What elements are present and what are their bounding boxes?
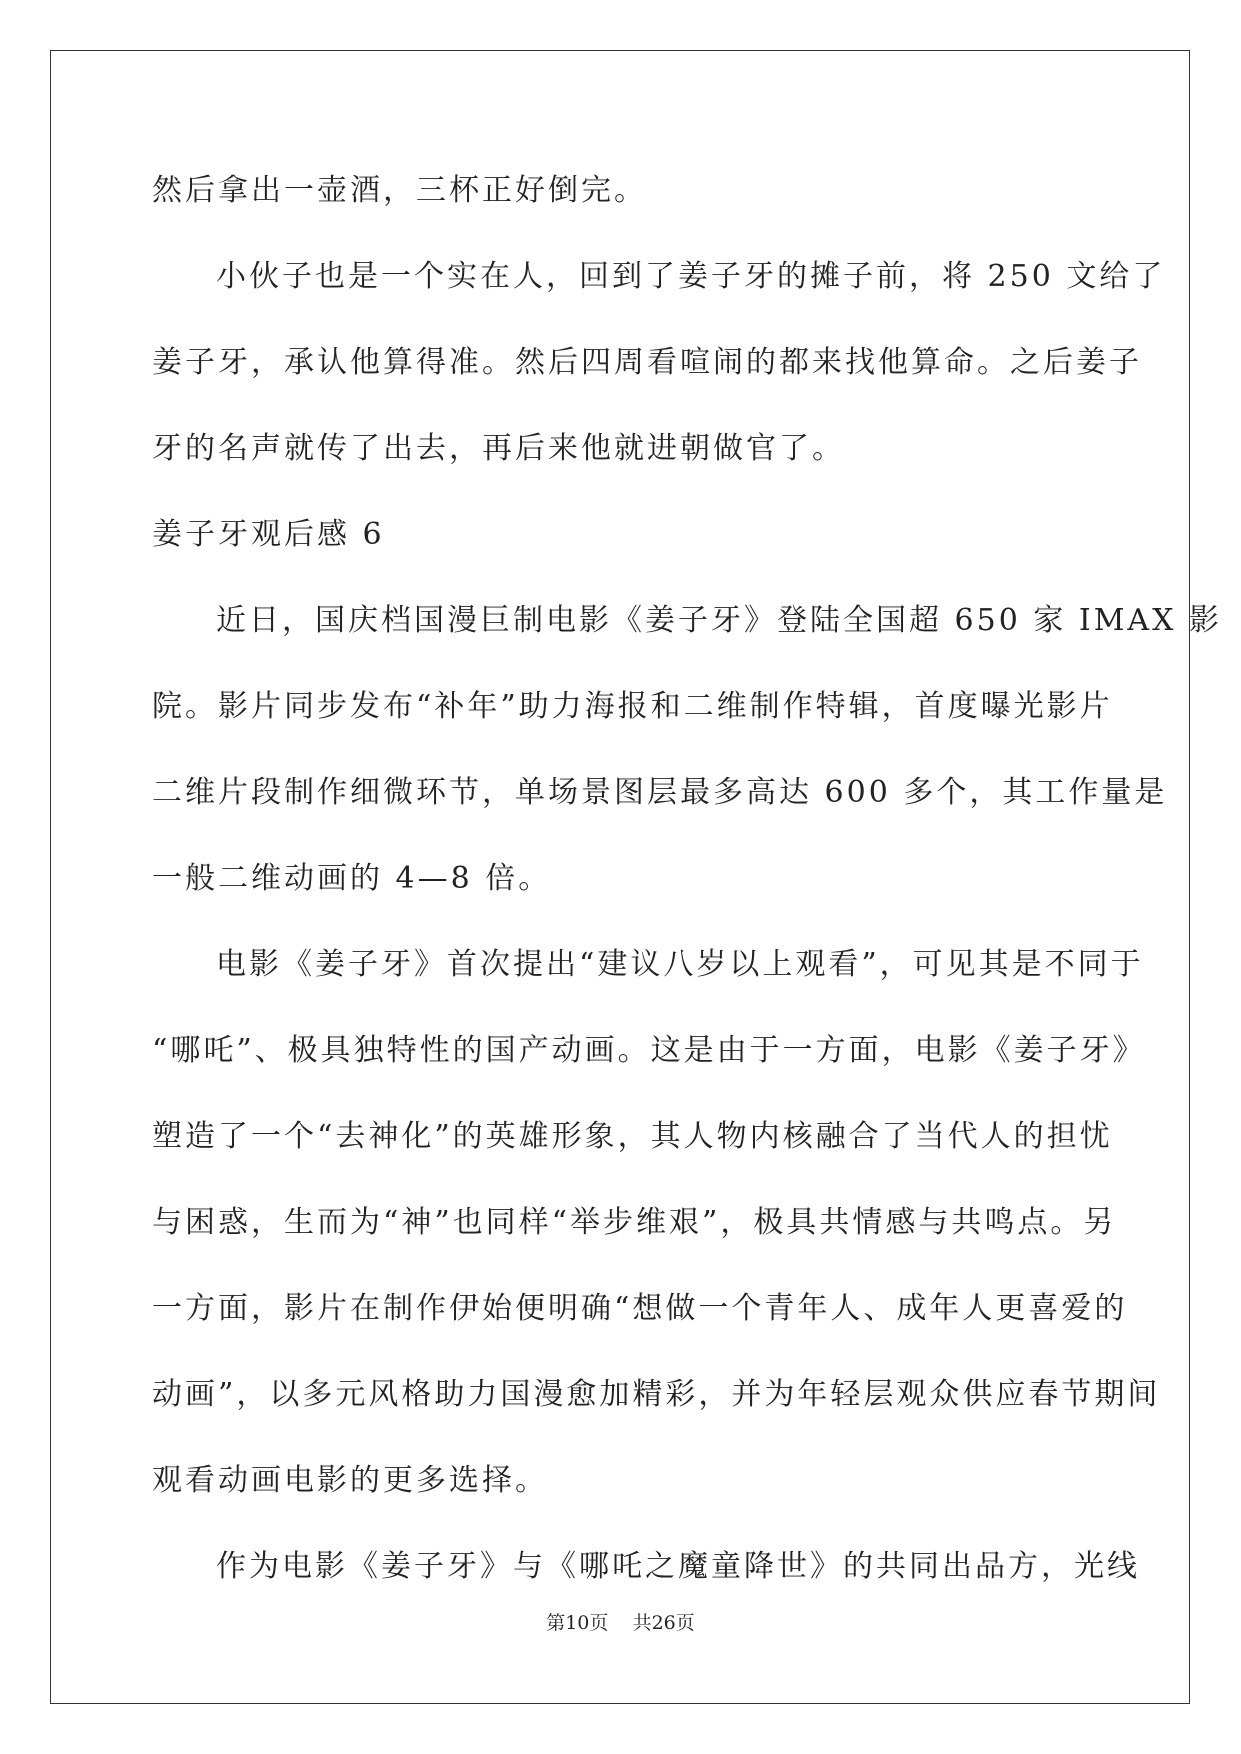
page-suffix: 页 [589,1612,609,1634]
total-prefix: 共 [632,1612,652,1634]
text-line: 然后拿出一壶酒，三杯正好倒完。 [152,173,647,208]
document-body [152,148,1222,1610]
text-line: 作为电影《姜子牙》与《哪吒之魔童降世》的共同出品方，光线 [216,1549,1140,1584]
text-line: 小伙子也是一个实在人，回到了姜子牙的摊子前，将 250 文给了 [216,259,1166,294]
text-line: 动画”，以多元风格助力国漫愈加精彩，并为年轻层观众供应春节期间 [152,1377,1161,1412]
text-line: 近日，国庆档国漫巨制电影《姜子牙》登陆全国超 650 家 IMAX 影 [216,603,1222,638]
text-line: 一般二维动画的 4—8 倍。 [152,861,552,896]
page-prefix: 第 [546,1612,566,1634]
page-number: 10 [565,1612,590,1634]
text-line: 姜子牙，承认他算得准。然后四周看喧闹的都来找他算命。之后姜子 [152,345,1142,380]
text-line: 牙的名声就传了出去，再后来他就进朝做官了。 [152,431,845,466]
text-line: 塑造了一个“去神化”的英雄形象，其人物内核融合了当代人的担忧 [152,1119,1113,1154]
text-line: 观看动画电影的更多选择。 [152,1463,548,1498]
total-pages: 26 [651,1612,676,1634]
text-line: 一方面，影片在制作伊始便明确“想做一个青年人、成年人更喜爱的 [152,1291,1128,1326]
text-line: 与困惑，生而为“神”也同样“举步维艰”，极具共情感与共鸣点。另 [152,1205,1117,1240]
text-line: 电影《姜子牙》首次提出“建议八岁以上观看”，可见其是不同于 [216,947,1144,982]
total-suffix: 页 [675,1612,695,1634]
text-line: “哪吒”、极具独特性的国产动画。这是由于一方面，电影《姜子牙》 [152,1033,1146,1068]
text-line: 院。影片同步发布“补年”助力海报和二维制作特辑，首度曝光影片 [152,689,1113,724]
page-footer [0,1608,1241,1635]
text-line: 二维片段制作细微环节，单场景图层最多高达 600 多个，其工作量是 [152,775,1168,810]
section-heading: 姜子牙观后感 6 [152,517,385,552]
